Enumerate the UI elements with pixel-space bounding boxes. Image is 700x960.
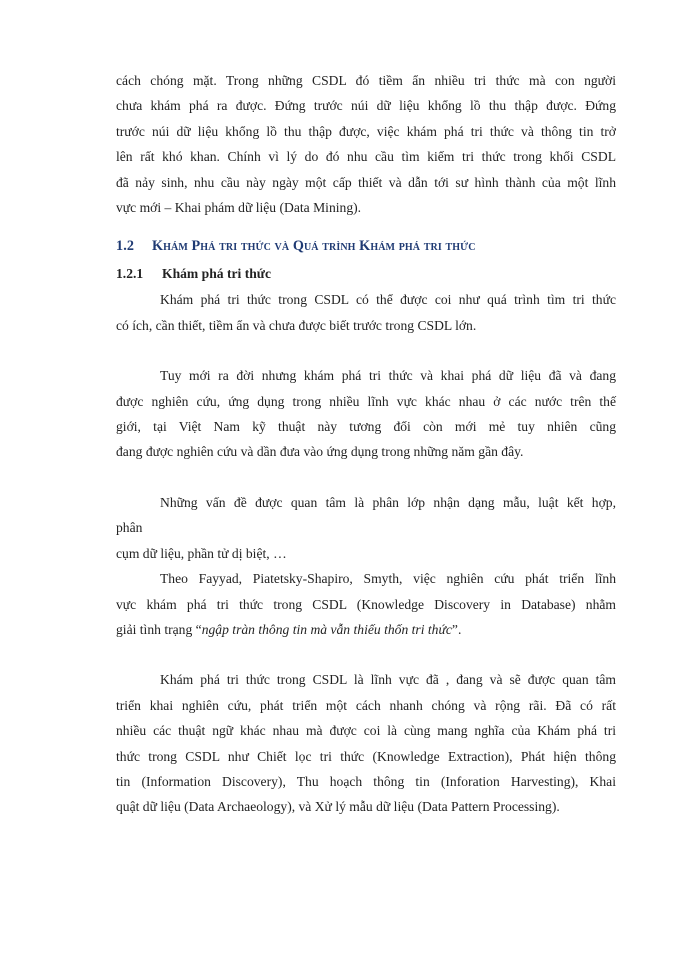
text-line: vực mới – Khai phám dữ liệu (Data Mining). xyxy=(116,200,362,216)
text-line: trước núi dữ liệu khổng lồ thu thập được, việc khám phá tri thức và thông tin trở xyxy=(116,123,616,139)
text-line: phân xyxy=(116,520,143,536)
text-line: quật dữ liệu (Data Archaeology), và Xử lý mẫu dữ liệu (Data Pattern Processing). xyxy=(116,799,560,815)
section-heading xyxy=(116,235,616,257)
text-line: Theo Fayyad, Piatetsky-Shapiro, Smyth, việc nghiên cứu phát triển lĩnh xyxy=(160,571,616,587)
paragraph-4 xyxy=(116,566,616,642)
text-line: thức trong CSDL như Chiết lọc tri thức (Knowledge Extraction), Phát hiện thông xyxy=(116,748,616,764)
paragraph-5 xyxy=(116,667,616,819)
text-line: được nghiên cứu, ứng dụng trong nhiều lĩnh vực khác nhau ở các nước trên thế xyxy=(116,393,616,409)
text-line: cách chóng mặt. Trong những CSDL đó tiềm ẩn nhiều tri thức mà con người xyxy=(116,73,616,88)
text-line: đang được nghiên cứu và dần đưa vào ứng dụng trong những năm gần đây. xyxy=(116,444,524,460)
text-line: tin (Information Discovery), Thu hoạch thông tin (Inforation Harvesting), Khai xyxy=(116,773,616,789)
section-number: 1.2 xyxy=(116,238,135,255)
italic-quote: ngập tràn thông tin mà vẫn thiếu thốn tri thức xyxy=(201,621,452,637)
document-page xyxy=(116,68,616,820)
text-fragment: giải tình trạng “ xyxy=(116,621,202,637)
text-line: nhiều các thuật ngữ khác nhau mà được coi là cùng mang nghĩa của Khám phá tri xyxy=(116,723,616,739)
subsection-heading xyxy=(116,263,616,285)
text-line: Khám phá tri thức trong CSDL là lĩnh vực đã , đang và sẽ được quan tâm xyxy=(160,672,616,688)
text-line: triển khai nghiên cứu, phát triển một cách nhanh chóng và rộng rãi. Đã có rất xyxy=(116,697,616,713)
text-line: có ích, cần thiết, tiềm ẩn và chưa được biết trước trong CSDL lớn. xyxy=(116,317,477,333)
text-line: lên rất khó khan. Chính vì lý do đó nhu cầu tìm kiếm tri thức trong khối CSDL xyxy=(116,149,616,165)
paragraph-3 xyxy=(116,490,616,566)
text-line: cụm dữ liệu, phần tử dị biệt, … xyxy=(116,545,287,561)
paragraph-1 xyxy=(116,287,616,338)
text-line xyxy=(116,617,616,642)
text-line: giới, tại Việt Nam kỹ thuật này tương đối còn mới mẻ tuy nhiên cũng xyxy=(116,419,616,435)
subsection-number: 1.2.1 xyxy=(116,266,144,282)
intro-paragraph xyxy=(116,68,616,220)
text-line: Khám phá tri thức trong CSDL có thể được coi như quá trình tìm tri thức xyxy=(160,292,616,308)
section-title: Khám Phá tri thức và Quá trình Khám phá tri thức xyxy=(152,238,476,255)
text-line: đã nảy sinh, nhu cầu này ngày một cấp thiết và dẫn tới sư hình thành của một lĩnh xyxy=(116,174,616,190)
text-fragment: ”. xyxy=(451,621,462,637)
text-line: Những vấn đề được quan tâm là phân lớp nhận dạng mẫu, luật kết hợp, xyxy=(160,494,616,510)
text-line: chưa khám phá ra được. Đứng trước núi dữ liệu khổng lồ thu thập được. Đứng xyxy=(116,98,616,114)
text-line: vực khám phá tri thức trong CSDL (Knowledge Discovery in Database) nhằm xyxy=(116,596,616,612)
text-line: Tuy mới ra đời nhưng khám phá tri thức và khai phá dữ liệu đã và đang xyxy=(160,368,616,384)
paragraph-2 xyxy=(116,363,616,465)
subsection-title: Khám phá tri thức xyxy=(162,266,271,282)
